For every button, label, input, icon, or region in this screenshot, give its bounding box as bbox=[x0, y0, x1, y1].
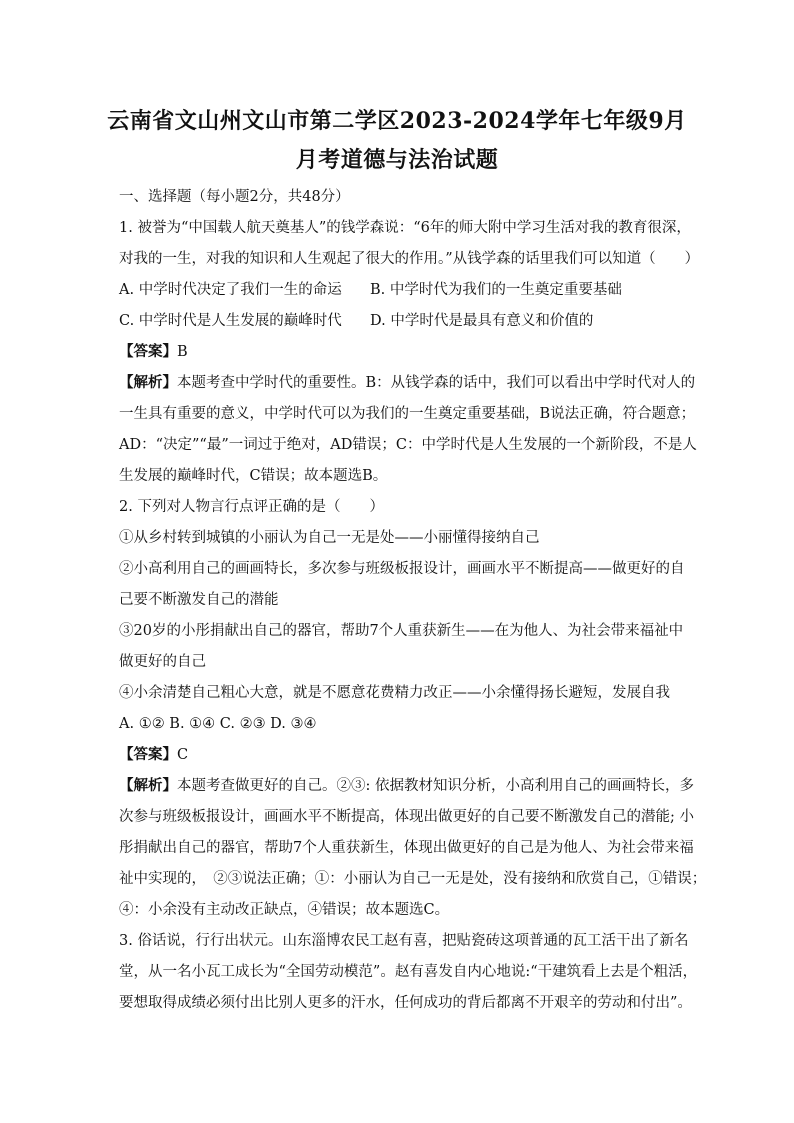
q1-analysis-line-1 bbox=[119, 373, 696, 393]
q1-answer-tag: 【答案】 bbox=[119, 343, 177, 360]
q1-stem-line-2: 对我的一生，对我的知识和人生观起了很大的作用。”从钱学森的话里我们可以知道（ ） bbox=[119, 251, 700, 267]
q2-stem: 2. 下列对人物言行点评正确的是（ ） bbox=[119, 499, 384, 515]
q2-analysis-line-1 bbox=[119, 776, 694, 796]
section-heading: 一、选择题（每小题2分，共48分） bbox=[119, 189, 350, 205]
q2-analysis-line-5: ④：小余没有主动改正缺点，④错误；故本题选C。 bbox=[119, 902, 450, 918]
q2-analysis-text-1: 本题考查做更好的自己。②③: 依据教材知识分析，小高利用自己的画画特长，多 bbox=[177, 778, 694, 794]
q3-stem-line-2: 堂，从一名小瓦工成长为“全国劳动模范”。赵有喜发自内心地说:“干建筑看上去是个粗活， bbox=[119, 964, 698, 980]
q3-stem-line-3: 要想取得成绩必须付出比别人更多的汗水，任何成功的背后都离不开艰辛的劳动和付出”。 bbox=[119, 995, 692, 1011]
q1-answer bbox=[119, 342, 689, 362]
q1-option-a: A. 中学时代决定了我们一生的命运 bbox=[119, 282, 342, 298]
q1-option-d: D. 中学时代是最具有意义和价值的 bbox=[370, 313, 594, 329]
q1-analysis-line-4: 生发展的巅峰时代，C错误；故本题选B。 bbox=[119, 468, 388, 484]
exam-title-line-1: 云南省文山州文山市第二学区2023-2024学年七年级9月 bbox=[107, 108, 687, 134]
q1-analysis-line-2: 一生具有重要的意义，中学时代可以为我们的一生奠定重要基础，B说法正确，符合题意； bbox=[119, 406, 696, 422]
q2-analysis-line-2: 次参与班级板报设计，画画水平不断提高，体现出做更好的自己要不断激发自己的潜能; 小 bbox=[119, 809, 694, 825]
q2-analysis-line-4: 祉中实现的， ②③说法正确；①：小丽认为自己一无是处，没有接纳和欣赏自己，①错误； bbox=[119, 871, 707, 887]
q2-analysis-tag: 【解析】 bbox=[119, 777, 177, 794]
exam-title-line-2: 月考道德与法治试题 bbox=[295, 147, 499, 173]
q2-options: A. ①② B. ①④ C. ②③ D. ③④ bbox=[119, 716, 317, 732]
q2-item-2-line-2: 己要不断激发自己的潜能 bbox=[119, 592, 279, 608]
q1-analysis-tag: 【解析】 bbox=[119, 374, 177, 391]
q3-stem-line-1: 3. 俗话说，行行出状元。山东淄博农民工赵有喜，把贴瓷砖这项普通的瓦工活干出了新名 bbox=[119, 933, 689, 949]
q2-item-2-line-1: ②小高利用自己的画画特长，多次参与班级板报设计，画画水平不断提高——做更好的自 bbox=[119, 561, 685, 577]
q2-answer-value: C bbox=[177, 747, 189, 763]
q1-analysis-text-1: 本题考查中学时代的重要性。B：从钱学森的话中，我们可以看出中学时代对人的 bbox=[177, 375, 696, 391]
q1-option-b: B. 中学时代为我们的一生奠定重要基础 bbox=[370, 282, 622, 298]
q1-option-c: C. 中学时代是人生发展的巅峰时代 bbox=[119, 313, 342, 329]
q1-stem-line-1: 1. 被誉为“中国载人航天奠基人”的钱学森说：“6年的师大附中学习生活对我的教育很深， bbox=[119, 220, 691, 236]
q2-answer bbox=[119, 745, 689, 765]
q2-analysis-line-3: 彤捐献出自己的器官，帮助7个人重获新生，体现出做更好的自己是为他人、为社会带来福 bbox=[119, 840, 694, 856]
q2-answer-tag: 【答案】 bbox=[119, 746, 177, 763]
q2-item-1: ①从乡村转到城镇的小丽认为自己一无是处——小丽懂得接纳自己 bbox=[119, 530, 540, 546]
q1-answer-value: B bbox=[177, 344, 188, 360]
q2-item-4: ④小余清楚自己粗心大意，就是不愿意花费精力改正——小余懂得扬长避短，发展自我 bbox=[119, 685, 670, 701]
q1-analysis-line-3: AD：“决定”“最”一词过于绝对，AD错误；C：中学时代是人生发展的一个新阶段，不是人 bbox=[119, 437, 697, 453]
q2-item-3-line-2: 做更好的自己 bbox=[119, 654, 206, 670]
q2-item-3-line-1: ③20岁的小彤捐献出自己的器官，帮助7个人重获新生——在为他人、为社会带来福祉中 bbox=[119, 623, 684, 639]
